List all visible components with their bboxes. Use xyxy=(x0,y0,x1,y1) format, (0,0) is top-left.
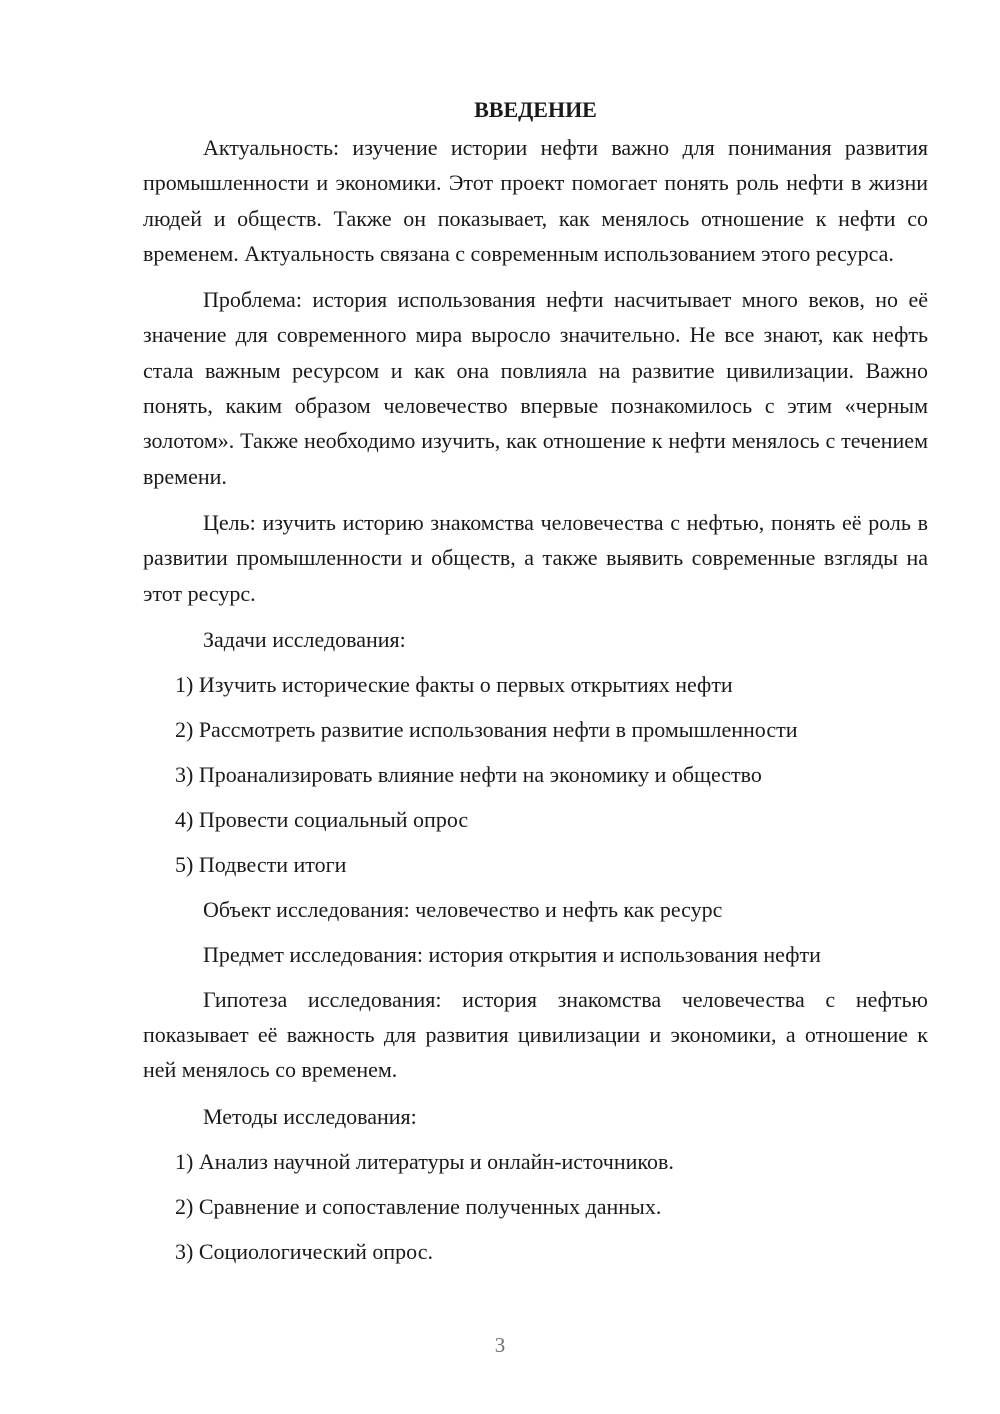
method-item: 3) Социологический опрос. xyxy=(175,1238,433,1264)
task-item: 3) Проанализировать влияние нефти на экономику и общество xyxy=(175,761,762,787)
relevance-paragraph: Актуальность: изучение истории нефти важно для понимания развития промышленности и экономики. Этот проект помогает понять роль нефти в жизни людей и обществ. Также он показывает, как менялось отношение к нефти со временем. Актуальность связана с современным использованием этого ресурса. xyxy=(143,135,928,266)
methods-heading: Методы исследования: xyxy=(203,1103,417,1129)
task-item: 2) Рассмотреть развитие использования нефти в промышленности xyxy=(175,716,798,742)
research-object: Объект исследования: человечество и нефть как ресурс xyxy=(203,896,723,922)
method-item: 1) Анализ научной литературы и онлайн-источников. xyxy=(175,1148,674,1174)
task-item: 5) Подвести итоги xyxy=(175,851,347,877)
page-number: 3 xyxy=(494,1333,506,1357)
research-subject: Предмет исследования: история открытия и использования нефти xyxy=(203,941,821,967)
method-item: 2) Сравнение и сопоставление полученных данных. xyxy=(175,1193,662,1219)
problem-paragraph: Проблема: история использования нефти насчитывает много веков, но её значение для современного мира выросло значительно. Не все знают, как нефть стала важным ресурсом и как она повлияла на развитие цивилизации. Важно понять, каким образом человечество впервые познакомилось с этим «черным золотом». Также необходимо изучить, как отношение к нефти менялось с течением времени. xyxy=(143,287,928,489)
goal-paragraph: Цель: изучить историю знакомства человечества с нефтью, понять её роль в развитии промышленности и обществ, а также выявить современные взгляды на этот ресурс. xyxy=(143,509,928,606)
section-title: ВВЕДЕНИЕ xyxy=(474,97,597,122)
task-item: 4) Провести социальный опрос xyxy=(175,806,469,832)
page-content xyxy=(143,92,928,1279)
task-item: 1) Изучить исторические факты о первых открытиях нефти xyxy=(175,671,733,697)
hypothesis-paragraph: Гипотеза исследования: история знакомства человечества с нефтью показывает её важность для развития цивилизации и экономики, а отношение к ней менялось со временем. xyxy=(143,986,928,1083)
tasks-heading: Задачи исследования: xyxy=(203,626,406,652)
